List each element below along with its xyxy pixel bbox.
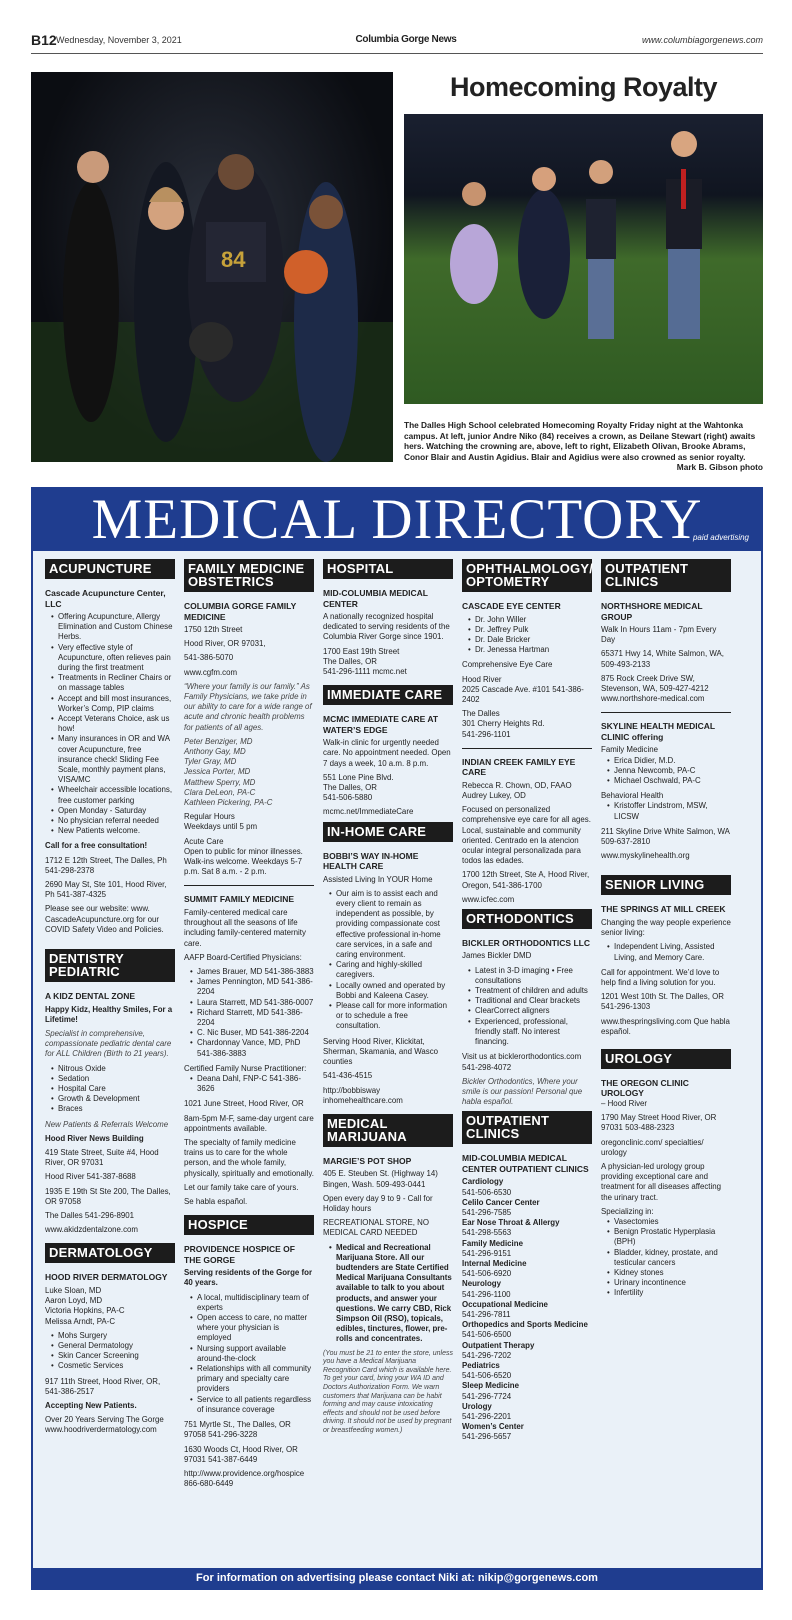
- list-item: • Dr. Jeffrey Pulk: [468, 625, 592, 635]
- location-heading: The Dalles: [462, 709, 500, 719]
- clinic-name: Pediatrics: [462, 1360, 500, 1370]
- list-item: • Deana Dahl, FNP-C 541-386-3626: [190, 1074, 314, 1094]
- business-name: BICKLER ORTHODONTICS LLC: [462, 937, 590, 948]
- clinic-phone: 541-296-7811: [462, 1309, 511, 1319]
- eye-doctor-list: [468, 615, 592, 656]
- derm-services-list: [51, 1331, 175, 1372]
- list-item: • Hospital Care: [51, 1084, 175, 1094]
- address: 1630 Woods Ct, Hood River, OR 97031 541-387-6449: [184, 1444, 298, 1464]
- call-text: Call for appointment. We’d love to help find a living solution for you.: [601, 967, 720, 987]
- business-name: A KIDZ DENTAL ZONE: [45, 991, 136, 1002]
- list-item: • Treatment of children and adults: [468, 986, 592, 996]
- website: www.icfec.com: [462, 894, 515, 904]
- building-name: Hood River News Building: [45, 1133, 144, 1143]
- tagline: Bickler Orthodontics, Where your smile is our passion! Personal que habla español.: [462, 1076, 583, 1107]
- behavioral-health-list: [607, 801, 731, 821]
- staff-name: Tyler Gray, MD: [184, 757, 237, 767]
- clinic-phone: 541-296-9151: [462, 1248, 512, 1258]
- phone: The Dalles 541-296-8901: [45, 1211, 135, 1221]
- list-item: • Richard Starrett, MD 541-386-2204: [190, 1008, 314, 1028]
- clinic-name: Women’s Center: [462, 1422, 524, 1432]
- clinic-name: Family Medicine: [462, 1238, 523, 1248]
- clinic-name: Outpatient Therapy: [462, 1340, 535, 1350]
- page-header: [31, 32, 763, 54]
- list-item: • Offering Acupuncture, Allergy Elimination and Custom Chinese Herbs.: [51, 612, 175, 643]
- service-heading: Behavioral Health: [601, 791, 664, 801]
- section-family-medicine: FAMILY MEDICINE OBSTETRICS: [184, 559, 314, 592]
- clinic-phone: 541-506-6530: [462, 1187, 512, 1197]
- clinic-phone: 541-296-2201: [462, 1411, 512, 1421]
- photo-caption: [404, 420, 763, 473]
- section-ophthalmology: OPHTHALMOLOGY/ OPTOMETRY: [462, 559, 592, 592]
- service-area: Serving Hood River, Klickitat, Sherman, Skamania, and Wasco counties: [323, 1036, 439, 1067]
- language-note: Se habla español.: [184, 1197, 248, 1207]
- tagline: Serving residents of the Gorge for 40 years.: [184, 1268, 313, 1288]
- homecoming-photo-royalty: [404, 114, 763, 404]
- list-item: • Growth & Development: [51, 1094, 175, 1104]
- description: Family-centered medical care throughout all the seasons of life including family-centered maternity care.: [184, 907, 306, 948]
- store-type: RECREATIONAL STORE, NO MEDICAL CARD NEEDED: [323, 1218, 429, 1238]
- staff-name: Aaron Loyd, MD: [45, 1296, 103, 1306]
- business-name: PROVIDENCE HOSPICE OF THE GORGE: [184, 1244, 295, 1265]
- list-item: • Sedation: [51, 1074, 175, 1084]
- list-item: • Wheelchair accessible locations, free customer parking: [51, 785, 175, 805]
- staff-name: Kathleen Pickering, PA-C: [184, 798, 273, 808]
- list-item: • Cosmetic Services: [51, 1361, 175, 1371]
- address: 419 State Street, Suite #4, Hood River, OR 97031: [45, 1148, 159, 1168]
- hours: Weekdays until 5 pm: [184, 822, 258, 832]
- website: Visit us at bicklerorthodontics.com 541-298-4072: [462, 1052, 582, 1072]
- business-name: THE SPRINGS AT MILL CREEK: [601, 904, 726, 915]
- column-1: [45, 559, 175, 1436]
- staff-name: James Bickler DMD: [462, 951, 532, 961]
- phone: 541-506-5880: [323, 793, 373, 803]
- list-item: • Traditional and Clear brackets: [468, 996, 592, 1006]
- phone: Hood River 541-387-8688: [45, 1172, 136, 1182]
- section-immediate-care: IMMEDIATE CARE: [323, 685, 453, 705]
- clinic-name: Orthopedics and Sports Medicine: [462, 1320, 588, 1330]
- section-urology: UROLOGY: [601, 1049, 731, 1069]
- quote: “Where your family is our family.” As Family Physicians, we take pride in our ability to care for a wide range of acute and chronic health problems for patients of all ages.: [184, 681, 312, 732]
- clinic-phone: 541-296-1100: [462, 1289, 511, 1299]
- list-item: • Erica Didier, M.D.: [607, 756, 731, 766]
- address: 1021 June Street, Hood River, OR: [184, 1099, 304, 1109]
- location-heading: Hood River: [462, 674, 502, 684]
- list-item: • Skin Cancer Screening: [51, 1351, 175, 1361]
- address: 1790 May Street Hood River, OR 97031 503-488-2323: [601, 1113, 717, 1133]
- list-item: • Infertility: [607, 1288, 731, 1298]
- business-name: THE OREGON CLINIC UROLOGY: [601, 1077, 689, 1099]
- list-item: • Our aim is to assist each and every client to remain as independent as possible, by providing compassionate cost effective professional in-home care services, in a safe and caring environment.: [329, 889, 453, 960]
- list-item: • Relationships with all community primary and specialty care providers: [190, 1364, 314, 1395]
- staff-name: Melissa Arndt, PA-C: [45, 1316, 116, 1326]
- business-name: MCMC IMMEDIATE CARE AT WATER’S EDGE: [323, 714, 439, 735]
- staff-name: Anthony Gay, MD: [184, 747, 246, 757]
- address: 875 Rock Creek Drive SW, Stevenson, WA, 509-427-4212 www.northshore-medical.com: [601, 673, 709, 704]
- clinic-name: Cardiology: [462, 1177, 504, 1187]
- address: 2025 Cascade Ave. #101 541-386-2402: [462, 684, 584, 704]
- list-item: • Dr. Jenessa Hartman: [468, 645, 592, 655]
- list-item: • Accept and bill most insurances, Worker’s Comp, PIP claims: [51, 694, 175, 714]
- section-acupuncture: ACUPUNCTURE: [45, 559, 175, 579]
- new-patients-note: New Patients & Referrals Welcome: [45, 1119, 169, 1129]
- homecoming-photo-crowning: [31, 72, 393, 462]
- hours: Walk In Hours 11am - 7pm Every Day: [601, 625, 717, 645]
- website: http://bobbisway inhomehealthcare.com: [323, 1085, 403, 1105]
- specialty: The specialty of family medicine trains us to care for the whole person, and the whole family, physically, spiritually and emotionally.: [184, 1138, 314, 1178]
- business-name: SKYLINE HEALTH MEDICAL CLINIC offering: [601, 721, 715, 742]
- directory-banner: [33, 489, 761, 551]
- clinic-phone: 541-506-6520: [462, 1371, 512, 1381]
- list-item: • Experienced, professional, friendly staff. No interest financing.: [468, 1017, 592, 1048]
- staff-name: Luke Sloan, MD: [45, 1285, 102, 1295]
- hospice-list: [190, 1293, 314, 1415]
- acute-hours: Open to public for minor illnesses. Walk-ins welcome. Weekdays 5-7 p.m. Sat 8 a.m. - 2 p.m.: [184, 846, 303, 877]
- address: 211 Skyline Drive White Salmon, WA 509-637-2810: [601, 826, 730, 847]
- staff-name: Peter Benziger, MD: [184, 736, 253, 746]
- clinic-phone: 541-506-6920: [462, 1269, 512, 1279]
- address: 405 E. Steuben St. (Highway 14) Bingen, Wash. 509-493-0441: [323, 1169, 438, 1189]
- address: 1201 West 10th St. The Dalles, OR 541-296-1303: [601, 992, 724, 1012]
- list-item: • Many insurances in OR and WA cover Acupuncture, free insurance check! Sliding Fee Scale, monthly payment plans, VISA/MC: [51, 734, 175, 785]
- list-item: • Locally owned and operated by Bobbi and Kaleena Casey.: [329, 981, 453, 1001]
- website: www.akidzdentalzone.com: [45, 1225, 138, 1235]
- phone: 541-296-1111 mcmc.net: [323, 667, 407, 677]
- column-4: [462, 559, 592, 1443]
- tagline: Happy Kidz, Healthy Smiles, For a Lifetime!: [45, 1004, 173, 1024]
- clinic-name: Ear Nose Throat & Allergy: [462, 1218, 560, 1228]
- list-item: • James Brauer, MD 541-386-3883: [190, 967, 314, 977]
- list-item: • Braces: [51, 1104, 175, 1114]
- section-dentistry-pediatric: DENTISTRY PEDIATRIC: [45, 949, 175, 982]
- specialty: Specialist in comprehensive, compassionate pediatric dental care for ALL Children (Birth to 21 years).: [45, 1029, 172, 1059]
- business-name: MID-COLUMBIA MEDICAL CENTER OUTPATIENT CLINICS: [462, 1153, 589, 1174]
- location-sub: – Hood River: [601, 1098, 648, 1108]
- phone: 541-296-1101: [462, 729, 511, 739]
- list-item: • A local, multidisciplinary team of experts: [190, 1293, 314, 1313]
- clinic-name: Internal Medicine: [462, 1258, 527, 1268]
- section-senior-living: SENIOR LIVING: [601, 875, 731, 895]
- section-dermatology: DERMATOLOGY: [45, 1243, 175, 1263]
- list-item: • Kidney stones: [607, 1268, 731, 1278]
- staff-name: Jessica Porter, MD: [184, 767, 251, 777]
- list-item: • Vasectomies: [607, 1217, 731, 1227]
- website: oregonclinic.com/ specialties/ urology: [601, 1137, 704, 1157]
- list-item: • Very effective style of Acupuncture, often relieves pain during the first treatment: [51, 643, 175, 674]
- newspaper-name: Columbia Gorge News: [355, 34, 457, 45]
- clinic-list: [462, 1177, 592, 1442]
- newspaper-url: www.columbiagorgenews.com: [641, 35, 763, 45]
- city: The Dalles, OR: [323, 656, 377, 666]
- address: 551 Lone Pine Blvd.: [323, 772, 394, 782]
- advertising-contact: For information on advertising please contact Niki at: nikip@gorgenews.com: [33, 1568, 761, 1588]
- issue-date: Wednesday, November 3, 2021: [56, 35, 182, 45]
- caption-text: The Dalles High School celebrated Homecoming Royalty Friday night at the Wahtonka campus. At left, junior Andre Niko (84) receives a crown, as Deilane Stewart (right) awaits hers. Watching the crowning are, above, left to right, Elizabeth Olivan, Brooke Abrams, Conor Blair and Austin Agidius. Blair and Agidius were also crowned as senior royalty.: [404, 420, 756, 462]
- list-item: • Open Monday - Saturday: [51, 806, 175, 816]
- list-item: • Chardonnay Vance, MD, PhD 541-386-3883: [190, 1038, 314, 1058]
- section-in-home-care: IN-HOME CARE: [323, 822, 453, 842]
- phone: 541-436-4515: [323, 1071, 373, 1081]
- paid-advertising-label: paid advertising: [692, 533, 749, 542]
- city: Hood River, OR 97031,: [184, 639, 266, 649]
- address: 917 11th Street, Hood River, OR, 541-386-2517: [45, 1376, 161, 1396]
- description: A physician-led urology group providing exceptional care and treatment for all diseases affecting the urinary tract.: [601, 1162, 722, 1202]
- aafp-heading: AAFP Board-Certified Physicians:: [184, 952, 302, 962]
- phone: 541-386-5070: [184, 653, 234, 663]
- list-item: • ClearCorrect aligners: [468, 1006, 592, 1016]
- slogan: Let our family take care of yours.: [184, 1182, 299, 1192]
- list-item: • No physician referral needed: [51, 816, 175, 826]
- section-hospital: HOSPITAL: [323, 559, 453, 579]
- address: 1700 East 19th Street: [323, 646, 400, 656]
- website: mcmc.net/ImmediateCare: [323, 807, 414, 817]
- address: 65371 Hwy 14, White Salmon, WA, 509-493-2133: [601, 649, 724, 669]
- address: 1750 12th Street: [184, 625, 243, 634]
- address: 2690 May St, Ste 101, Hood River, Ph 541-387-4325: [45, 880, 167, 900]
- list-item: • Nitrous Oxide: [51, 1064, 175, 1074]
- list-item: • Latest in 3-D imaging • Free consultations: [468, 966, 592, 986]
- clinic-phone: 541-296-7724: [462, 1391, 512, 1401]
- disclaimer: (You must be 21 to enter the store, unless you have a Medical Marijuana Recognition Card which is available here. To get your card, bring your WA ID and Doctors Authorization Form. We warn customers that Marijuana can be habit forming and may cause intoxicating effects and should not be used before driving. It should not be used by pregnant or breastfeeding women.): [323, 1349, 453, 1434]
- website: www.thespringsliving.com Que habla español.: [601, 1016, 730, 1036]
- directory-title: MEDICAL DIRECTORY: [91, 488, 703, 551]
- feature-title: Homecoming Royalty: [449, 72, 718, 102]
- marijuana-list: [329, 1243, 453, 1345]
- list-item: • General Dermatology: [51, 1341, 175, 1351]
- clinic-phone: 541-296-7202: [462, 1350, 512, 1360]
- clinic-name: Sleep Medicine: [462, 1381, 520, 1391]
- clinic-name: Celilo Cancer Center: [462, 1197, 540, 1207]
- list-item: • Treatments in Recliner Chairs or on massage tables: [51, 673, 175, 693]
- list-item: • Urinary incontinence: [607, 1278, 731, 1288]
- description: Focused on personalized comprehensive eye care for all ages. Local, sustainable and community oriented. Centrado en la atencion ocular integral personalizada para todos las edades.: [462, 805, 591, 866]
- np-heading: Certified Family Nurse Practitioner:: [184, 1063, 307, 1073]
- clinic-name: Occupational Medicine: [462, 1299, 548, 1309]
- ortho-list: [468, 966, 592, 1048]
- staff-name: Clara DeLeon, PA-C: [184, 787, 256, 797]
- acupuncture-list: [51, 612, 175, 836]
- section-orthodontics: ORTHODONTICS: [462, 909, 592, 929]
- website: www.myskylinehealth.org: [601, 851, 690, 861]
- list-item: • Medical and Recreational Marijuana Store. All our budtenders are State Certified Medical Marijuana Consultants available to talk to you about products, and answer your questions. We carry CBD, Rick Simpson Oil (RSO), topicals, edibles, tinctures, flower, pre-rolls and concentrates.: [329, 1243, 453, 1345]
- list-item: • C. Nic Buser, MD 541-386-2204: [190, 1028, 314, 1038]
- list-item: • Laura Starrett, MD 541-386-0007: [190, 998, 314, 1008]
- hours: 8am-5pm M-F, same-day urgent care appointments available.: [184, 1113, 314, 1133]
- tagline: Assisted Living In YOUR Home: [323, 874, 433, 884]
- section-outpatient-clinics: OUTPATIENT CLINICS: [462, 1111, 592, 1144]
- list-item: • Mohs Surgery: [51, 1331, 175, 1341]
- service-name: Comprehensive Eye Care: [462, 660, 553, 670]
- clinic-phone: 541-296-5657: [462, 1432, 512, 1442]
- business-name: MARGIE’S POT SHOP: [323, 1155, 412, 1166]
- list-item: • Bladder, kidney, prostate, and testicular cancers: [607, 1248, 731, 1268]
- section-medical-marijuana: MEDICAL MARIJUANA: [323, 1114, 453, 1147]
- years-note: Over 20 Years Serving The Gorge: [45, 1415, 164, 1425]
- list-item: • Accept Veterans Choice, ask us how!: [51, 714, 175, 734]
- accepting-note: Accepting New Patients.: [45, 1400, 137, 1410]
- list-item: • Michael Oschwald, PA-C: [607, 776, 731, 786]
- call-text: Call for a free consultation!: [45, 841, 148, 851]
- website-note: Please see our website: www. CascadeAcupuncture.org for our COVID Safety Video and Policies.: [45, 904, 164, 934]
- list-item: • New Patients welcome.: [51, 826, 175, 836]
- city: The Dalles, OR: [323, 783, 377, 793]
- list-item: • Jenna Newcomb, PA-C: [607, 766, 731, 776]
- clinic-phone: 541-506-6500: [462, 1330, 512, 1340]
- address: 301 Cherry Heights Rd.: [462, 719, 545, 729]
- description: Walk-in clinic for urgently needed care. No appointment needed. Open 7 days a week, 10 a.m. 8 p.m.: [323, 738, 451, 768]
- list-item: • Benign Prostatic Hyperplasia (BPH): [607, 1227, 731, 1247]
- dental-services-list: [51, 1064, 175, 1115]
- family-medicine-list: [607, 756, 731, 787]
- urology-list: [607, 1217, 731, 1299]
- list-item: • Kristoffer Lindstrom, MSW, LICSW: [607, 801, 731, 821]
- photo-credit: Mark B. Gibson photo: [676, 462, 763, 472]
- business-name: MID-COLUMBIA MEDICAL CENTER: [323, 588, 428, 609]
- business-name: NORTHSHORE MEDICAL GROUP: [601, 601, 703, 622]
- column-5: [601, 559, 731, 1304]
- list-item: • Independent Living, Assisted Living, and Memory Care.: [607, 942, 731, 962]
- in-home-list: [329, 889, 453, 1032]
- list-item: • Dr. John Willer: [468, 615, 592, 625]
- medical-directory: [31, 487, 763, 1590]
- clinic-phone: 541-298-5563: [462, 1228, 512, 1238]
- staff-name: Victoria Hopkins, PA-C: [45, 1306, 125, 1316]
- clinic-name: Neurology: [462, 1279, 502, 1289]
- page-number: B12: [31, 32, 57, 48]
- business-name: CASCADE EYE CENTER: [462, 601, 561, 611]
- clinic-phone: 541-296-7585: [462, 1207, 512, 1217]
- business-name: COLUMBIA GORGE FAMILY MEDICINE: [184, 601, 297, 622]
- column-2: [184, 559, 314, 1489]
- business-name: INDIAN CREEK FAMILY EYE CARE: [462, 756, 576, 778]
- svg-text:84: 84: [221, 247, 246, 272]
- business-name: HOOD RIVER DERMATOLOGY: [45, 1272, 168, 1283]
- list-item: • Service to all patients regardless of insurance coverage: [190, 1395, 314, 1415]
- service-heading: Family Medicine: [601, 745, 659, 755]
- senior-living-list: [607, 942, 731, 962]
- website: http://www.providence.org/hospice 866-680-6449: [184, 1468, 305, 1489]
- website: www.hoodriverdermatology.com: [45, 1425, 157, 1435]
- description: Changing the way people experience senior living:: [601, 917, 731, 938]
- specialty-heading: Specializing in:: [601, 1206, 654, 1216]
- np-list: [190, 1074, 314, 1094]
- list-item: • Caring and highly-skilled caregivers.: [329, 960, 453, 980]
- hours-heading: Regular Hours: [184, 812, 235, 822]
- list-item: • Dr. Dale Bricker: [468, 635, 592, 645]
- business-name: BOBBI’S WAY IN-HOME HEALTH CARE: [323, 850, 419, 872]
- list-item: • Nursing support available around-the-clock: [190, 1344, 314, 1364]
- business-name: Cascade Acupuncture Center, LLC: [45, 588, 166, 609]
- staff-name: Matthew Sperry, MD: [184, 777, 256, 787]
- section-hospice: HOSPICE: [184, 1215, 314, 1235]
- list-item: • James Pennington, MD 541-386-2204: [190, 977, 314, 997]
- hours: Open every day 9 to 9 - Call for Holiday hours: [323, 1193, 433, 1214]
- clinic-name: Urology: [462, 1401, 492, 1411]
- address: 1712 E 12th Street, The Dalles, Ph 541-298-2378: [45, 855, 167, 875]
- business-name: SUMMIT FAMILY MEDICINE: [184, 894, 295, 905]
- description: A nationally recognized hospital dedicated to serving residents of the Columbia River Gorge since 1901.: [323, 612, 450, 642]
- website: www.cgfm.com: [184, 667, 238, 677]
- address: 1700 12th Street, Ste A, Hood River, Oregon, 541-386-1700: [462, 870, 590, 890]
- address: 1935 E 19th St Ste 200, The Dalles, OR 97058: [45, 1186, 171, 1206]
- address: 751 Myrtle St., The Dalles, OR 97058 541-296-3228: [184, 1420, 291, 1440]
- list-item: • Please call for more information or to schedule a free consultation.: [329, 1001, 453, 1032]
- column-3: [323, 559, 453, 1436]
- section-outpatient-clinics: OUTPATIENT CLINICS: [601, 559, 731, 592]
- list-item: • Open access to care, no matter where your physician is employed: [190, 1313, 314, 1344]
- acute-heading: Acute Care: [184, 836, 224, 846]
- physician-list: [190, 967, 314, 1059]
- staff-name: Rebecca R. Chown, OD, FAAO: [462, 780, 572, 790]
- staff-name: Audrey Lukey, OD: [462, 790, 526, 800]
